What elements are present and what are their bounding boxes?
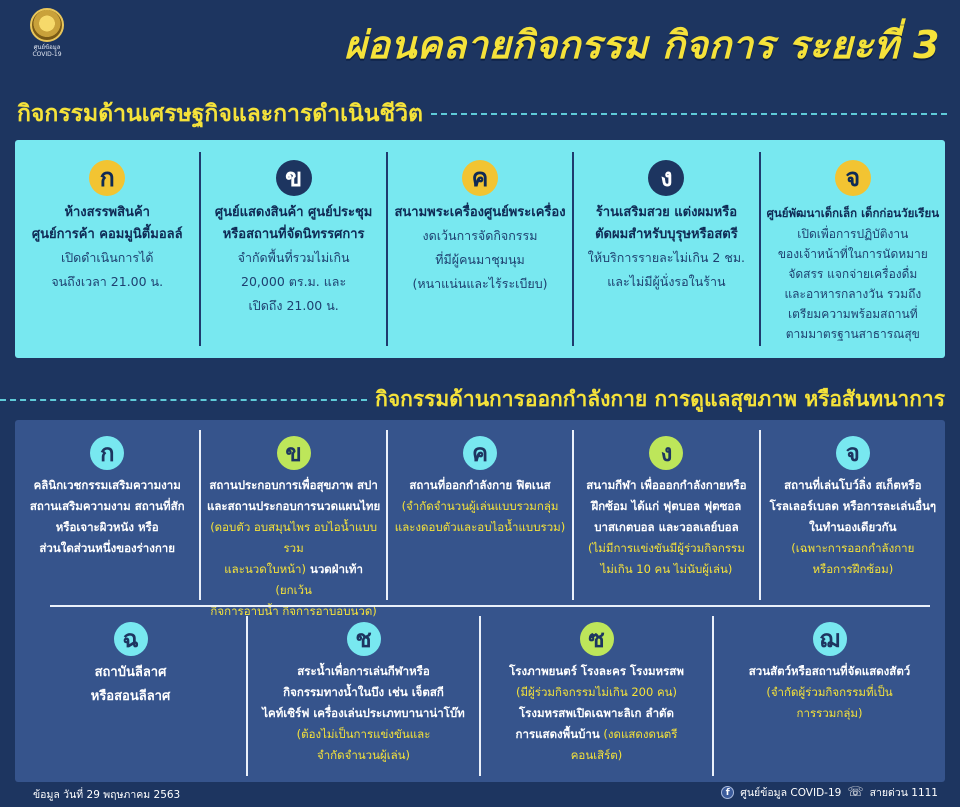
item-detail: ไม่เกิน 10 คน ไม่นับผู้เล่น) bbox=[600, 562, 733, 576]
item-title: กิจกรรมทางน้ำในบึง เช่น เจ็ตสกี bbox=[283, 685, 444, 699]
item-title: และสถานประกอบการนวดแผนไทย bbox=[206, 499, 381, 513]
recreation-item-1 bbox=[15, 430, 199, 600]
facebook-page[interactable]: ศูนย์ข้อมูล COVID-19 bbox=[740, 787, 842, 799]
item-subtitle bbox=[516, 724, 678, 745]
item-subtitle: โรงมหรสพเปิดเฉพาะลิเก ลำตัด bbox=[519, 706, 674, 720]
data-date: ข้อมูล วันที่ 29 พฤษภาคม 2563 bbox=[33, 789, 181, 801]
recreation-item-9 bbox=[712, 616, 945, 776]
letter-badge: ข bbox=[277, 436, 311, 470]
item-detail: (หนาแน่นและไร้ระเบียบ) bbox=[412, 276, 548, 291]
item-inline-title: นวดฝ่าเท้า bbox=[305, 562, 363, 576]
item-detail: ให้บริการรายละไม่เกิน 2 ชม. bbox=[587, 250, 746, 265]
letter-badge: จ bbox=[835, 160, 871, 196]
item-detail: และอาหารกลางวัน รวมถึง bbox=[784, 287, 922, 301]
letter-badge: ค bbox=[463, 436, 497, 470]
recreation-item-6 bbox=[15, 616, 246, 776]
item-title: หรือสถานที่จัดนิทรรศการ bbox=[222, 227, 365, 242]
letter-badge: จ bbox=[836, 436, 870, 470]
item-detail: การรวมกลุ่ม) bbox=[796, 706, 863, 720]
item-detail-part: และนวดใบหน้า) bbox=[224, 562, 306, 576]
letter-badge: ซ bbox=[580, 622, 614, 656]
item-title: สถานประกอบการเพื่อสุขภาพ สปา bbox=[209, 478, 378, 492]
row-divider bbox=[50, 605, 930, 607]
item-detail: และงดอบตัวและอบไอน้ำแบบรวม) bbox=[394, 520, 566, 534]
item-title: คลินิกเวชกรรมเสริมความงาม bbox=[33, 478, 181, 492]
recreation-item-5 bbox=[759, 430, 945, 600]
item-detail: ตามมาตรฐานสาธารณสุข bbox=[785, 327, 920, 341]
recreation-item-4 bbox=[572, 430, 758, 600]
item-detail bbox=[205, 559, 381, 601]
recreation-item-2 bbox=[199, 430, 385, 618]
item-detail-part: (งดแสดงดนตรี bbox=[599, 727, 678, 741]
recreation-row-2 bbox=[15, 616, 945, 776]
item-title: โรงภาพยนตร์ โรงละคร โรงมหรสพ bbox=[509, 664, 684, 678]
item-title: โรลเลอร์เบลด หรือการละเล่นอื่นๆ bbox=[769, 499, 937, 513]
item-title: สถานเสริมความงาม สถานที่สัก bbox=[29, 499, 185, 513]
item-title: ศูนย์การค้า คอมมูนิตี้มอลล์ bbox=[31, 227, 183, 242]
item-title: หรือเจาะผิวหนัง หรือ bbox=[55, 520, 159, 534]
letter-badge: ง bbox=[648, 160, 684, 196]
item-title: ร้านเสริมสวย แต่งผมหรือ bbox=[595, 205, 738, 220]
item-detail: งดเว้นการจัดกิจกรรม bbox=[422, 228, 538, 243]
letter-badge: ก bbox=[90, 436, 124, 470]
logo bbox=[22, 8, 72, 60]
item-detail: ที่มีผู้คนมาชุมนุม bbox=[435, 252, 525, 267]
item-title: ตัดผมสำหรับบุรุษหรือสตรี bbox=[595, 227, 738, 242]
item-title: ฝึกซ้อม ได้แก่ ฟุตบอล ฟุตซอล bbox=[591, 499, 742, 513]
item-title: ส่วนใดส่วนหนึ่งของร่างกาย bbox=[39, 541, 175, 555]
item-detail: เปิดถึง 21.00 น. bbox=[248, 298, 339, 313]
item-title: สนามพระเครื่องศูนย์พระเครื่อง bbox=[394, 205, 566, 220]
item-detail: ของเจ้าหน้าที่ในการนัดหมาย bbox=[777, 247, 928, 261]
item-title: หรือสอนลีลาศ bbox=[90, 689, 171, 704]
item-title: ในทำนองเดียวกัน bbox=[809, 520, 897, 534]
seal-icon bbox=[30, 8, 64, 42]
item-title: สถานที่ออกกำลังกาย ฟิตเนส bbox=[409, 478, 551, 492]
letter-badge: ก bbox=[89, 160, 125, 196]
economy-item-4 bbox=[572, 152, 758, 346]
letter-badge: ฉ bbox=[114, 622, 148, 656]
phone-icon: ☏ bbox=[847, 785, 864, 800]
economy-item-1 bbox=[15, 152, 199, 346]
logo-text: ศูนย์ข้อมูล COVID-19 bbox=[32, 44, 62, 58]
recreation-item-7 bbox=[246, 616, 479, 776]
economy-panel bbox=[15, 140, 945, 358]
item-detail: เตรียมความพร้อมสถานที่ bbox=[788, 307, 918, 321]
footer-contacts bbox=[721, 784, 938, 801]
dashed-divider bbox=[0, 399, 367, 401]
item-detail: (ต้องไม่เป็นการแข่งขันและ bbox=[296, 727, 431, 741]
economy-item-3 bbox=[386, 152, 572, 346]
item-detail: 20,000 ตร.ม. และ bbox=[241, 274, 347, 289]
item-title: ไคท์เซิร์ฟ เครื่องเล่นประเภทบานาน่าโบ๊ท bbox=[262, 706, 465, 720]
letter-badge: ช bbox=[347, 622, 381, 656]
letter-badge: ฌ bbox=[813, 622, 847, 656]
item-title: ศูนย์แสดงสินค้า ศูนย์ประชุม bbox=[214, 205, 373, 220]
item-detail: จำกัดพื้นที่รวมไม่เกิน bbox=[237, 250, 350, 265]
item-detail: เปิดดำเนินการได้ bbox=[60, 250, 154, 265]
recreation-item-8 bbox=[479, 616, 712, 776]
letter-badge: ค bbox=[462, 160, 498, 196]
letter-badge: ข bbox=[276, 160, 312, 196]
item-title: ห้างสรรพสินค้า bbox=[64, 205, 150, 220]
item-subtitle-part: การแสดงพื้นบ้าน bbox=[515, 727, 600, 741]
economy-item-5 bbox=[759, 152, 945, 346]
hotline[interactable]: สายด่วน 1111 bbox=[869, 787, 938, 799]
item-detail: หรือการฝึกซ้อม) bbox=[812, 562, 894, 576]
recreation-panel bbox=[15, 420, 945, 782]
item-title: สวนสัตว์หรือสถานที่จัดแสดงสัตว์ bbox=[748, 664, 911, 678]
section2-title: กิจกรรมด้านการออกกำลังกาย การดูแลสุขภาพ หรือสันทนาการ bbox=[375, 387, 945, 411]
page-title: ผ่อนคลายกิจกรรม กิจการ ระยะที่ 3 bbox=[344, 23, 940, 67]
item-detail: (ไม่มีการแข่งขันมีผู้ร่วมกิจกรรม bbox=[588, 541, 745, 555]
facebook-icon: f bbox=[721, 786, 734, 799]
item-title: ศูนย์พัฒนาเด็กเล็ก เด็กก่อนวัยเรียน bbox=[766, 206, 940, 220]
item-title: สระน้ำเพื่อการเล่นกีฬาหรือ bbox=[297, 664, 430, 678]
item-detail: จัดสรร แจกจ่ายเครื่องดื่ม bbox=[788, 267, 918, 281]
item-detail: จนถึงเวลา 21.00 น. bbox=[51, 274, 164, 289]
item-title: สถาบันลีลาศ bbox=[94, 665, 167, 680]
item-detail: (เฉพาะการออกกำลังกาย bbox=[791, 541, 915, 555]
item-title: บาสเกตบอล และวอลเลย์บอล bbox=[594, 520, 739, 534]
item-detail: (จำกัดผู้ร่วมกิจกรรมที่เป็น bbox=[766, 685, 893, 699]
recreation-item-3 bbox=[386, 430, 572, 600]
item-detail: เปิดเพื่อการปฏิบัติงาน bbox=[797, 227, 909, 241]
item-detail: คอนเสิร์ต) bbox=[570, 748, 623, 762]
section1-title: กิจกรรมด้านเศรษฐกิจและการดำเนินชีวิต bbox=[17, 101, 423, 127]
item-detail: (มีผู้ร่วมกิจกรรมไม่เกิน 200 คน) bbox=[515, 685, 678, 699]
section2-heading bbox=[0, 383, 945, 416]
item-detail: (ดอบตัว อบสมุนไพร อบไอน้ำแบบรวม bbox=[210, 520, 378, 555]
item-title: สถานที่เล่นโบว์ลิ่ง สเก็ตหรือ bbox=[784, 478, 922, 492]
recreation-row-1 bbox=[15, 430, 945, 618]
item-detail: และไม่มีผู้นั่งรอในร้าน bbox=[607, 274, 726, 289]
item-detail: กิจการอาบน้ำ กิจการอาบอบนวด) bbox=[210, 604, 377, 618]
item-detail: (จำกัดจำนวนผู้เล่นแบบรวมกลุ่ม bbox=[401, 499, 559, 513]
item-title: สนามกีฬา เพื่อออกกำลังกายหรือ bbox=[586, 478, 747, 492]
section1-heading bbox=[17, 96, 947, 132]
dashed-divider bbox=[431, 113, 947, 115]
economy-item-2 bbox=[199, 152, 385, 346]
letter-badge: ง bbox=[649, 436, 683, 470]
item-detail-part: (ยกเว้น bbox=[275, 583, 312, 597]
item-detail: จำกัดจำนวนผู้เล่น) bbox=[316, 748, 411, 762]
